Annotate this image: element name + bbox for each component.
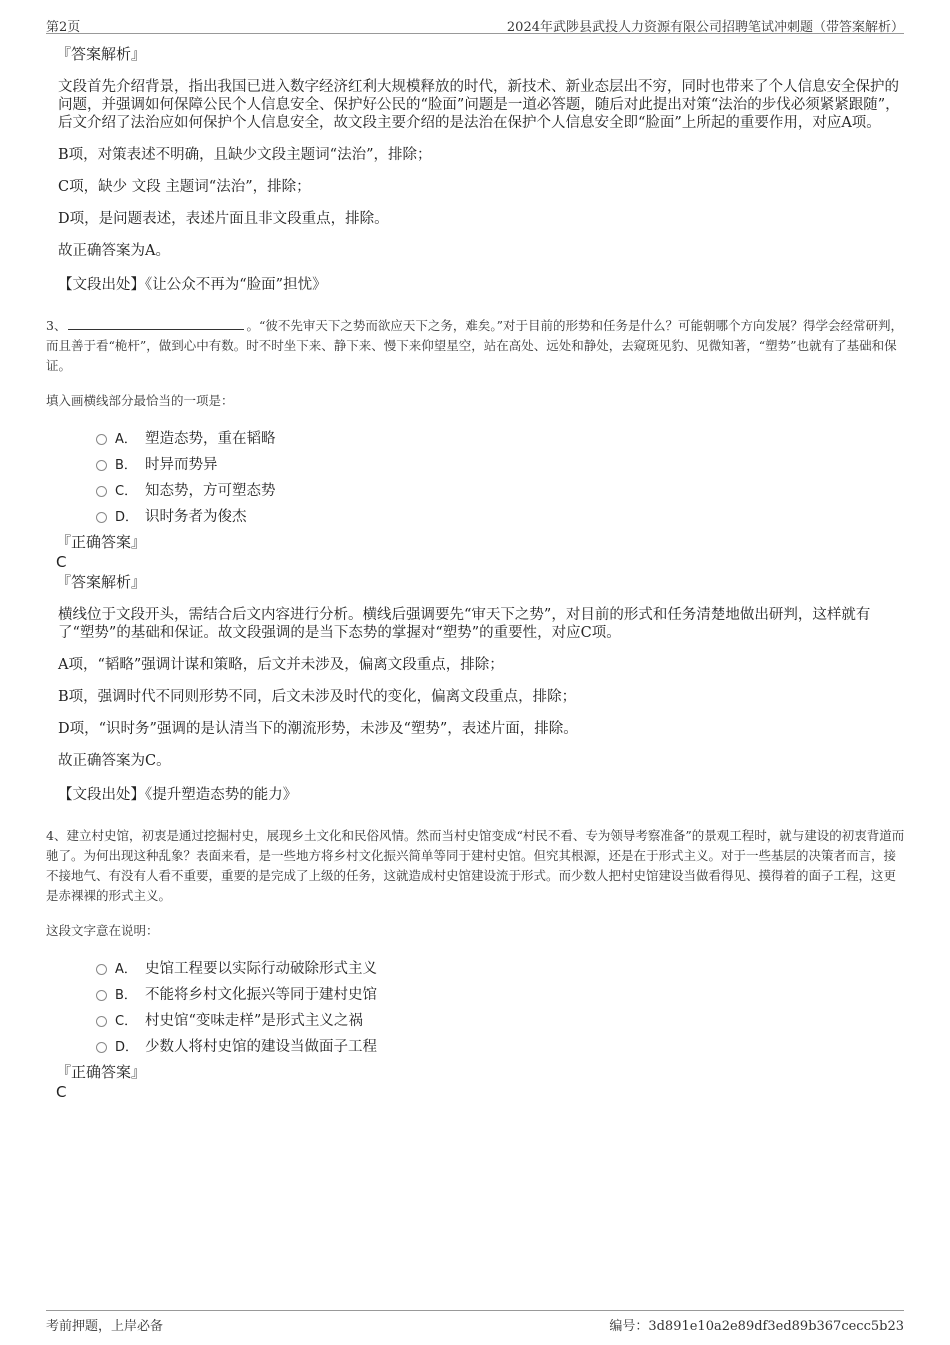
document-code: 编号：3d891e10a2e89df3ed89b367cecc5b23 — [609, 1319, 904, 1334]
page-content — [46, 44, 906, 1102]
radio-icon[interactable] — [96, 1042, 107, 1053]
analysis-paragraph: 文段首先介绍背景，指出我国已进入数字经济红利大规模释放的时代，新技术、新业态层出不穷，同时也带来了个人信息安全保护的问题，并强调如何保障公民个人信息安全、保护好公民的“脸面”问题是一道必答题，随后对此提出对策“法治的步伐必须紧紧跟随”，后文介绍了法治应如何保护个人信息安全，故文段主要介绍的是法治在保护个人信息安全即“脸面”上所起的重要作用，对应A项。 — [58, 79, 900, 131]
radio-icon[interactable] — [96, 964, 107, 975]
radio-icon[interactable] — [96, 512, 107, 523]
options-list — [96, 954, 906, 1058]
option-b[interactable]: B． 不能将乡村文化振兴等同于建村史馆 — [96, 980, 906, 1006]
correct-answer-label: 『正确答案』 — [56, 533, 147, 551]
passage-source: 【文段出处】《提升塑造态势的能力》 — [58, 787, 298, 803]
analysis-paragraph: A项，“韬略”强调计谋和策略，后文并未涉及，偏离文段重点，排除； — [58, 657, 504, 673]
page-header — [46, 14, 904, 34]
radio-icon[interactable] — [96, 486, 107, 497]
analysis-paragraph: 横线位于文段开头，需结合后文内容进行分析。横线后强调要先“审天下之势”，对目前的形式和任务清楚地做出研判，这样就有了“塑势”的基础和保证。故文段强调的是当下态势的掌握对“塑势”的重要性，对应C项。 — [58, 607, 871, 641]
passage-source: 【文段出处】《让公众不再为“脸面”担忧》 — [58, 277, 327, 293]
fill-in-blank — [68, 318, 244, 330]
analysis-paragraph: D项，“识时务”强调的是认清当下的潮流形势，未涉及“塑势”，表述片面，排除。 — [58, 721, 578, 737]
analysis-paragraph: D项，是问题表述，表述片面且非文段重点，排除。 — [58, 211, 389, 227]
question-number: 3、 — [46, 318, 67, 333]
correct-answer: C — [56, 1083, 67, 1101]
options-list — [96, 424, 906, 528]
question-prompt: 填入画横线部分最恰当的一项是： — [46, 393, 234, 408]
option-d[interactable]: D． 识时务者为俊杰 — [96, 502, 906, 528]
page-number: 第2页 — [46, 20, 81, 35]
analysis-paragraph: 故正确答案为A。 — [58, 243, 170, 259]
radio-icon[interactable] — [96, 460, 107, 471]
question-4: 4、建立村史馆，初衷是通过挖掘村史，展现乡土文化和民俗风情。然而当村史馆变成“村民不看、专为领导考察准备”的景观工程时，就与建设的初衷背道而驰了。为何出现这种乱象？表面来看，是一些地方将乡村文化振兴简单等同于建村史馆。但究其根源，还是在于形式主义。对于一些基层的决策者而言，接不接地气、有没有人看不重要，重要的是完成了上级的任务，这就造成村史馆建设流于形式。而少数人把村史馆建设当做看得见、摸得着的面子工程，这更是赤裸裸的形式主义。 — [46, 828, 905, 903]
analysis-label: 『答案解析』 — [56, 573, 147, 591]
question-text: 。“彼不先审天下之势而欲应天下之务，难矣。”对于目前的形势和任务是什么？可能朝哪个方向发展？得学会经常研判，而且善于看“桅杆”，做到心中有数。时不时坐下来、静下来、慢下来仰望星空，站在高处、远处和静处，去窥斑见豹、见微知著，“塑势”也就有了基础和保证。 — [46, 318, 903, 373]
option-c[interactable]: C． 知态势，方可塑态势 — [96, 476, 906, 502]
option-a[interactable]: A． 塑造态势，重在韬略 — [96, 424, 906, 450]
analysis-paragraph: C项，缺少 文段 主题词“法治”，排除； — [58, 179, 311, 195]
analysis-paragraph: B项，强调时代不同则形势不同，后文未涉及时代的变化，偏离文段重点，排除； — [58, 689, 577, 705]
correct-answer: C — [56, 553, 67, 571]
footer-slogan: 考前押题，上岸必备 — [46, 1319, 164, 1334]
radio-icon[interactable] — [96, 990, 107, 1001]
correct-answer-label: 『正确答案』 — [56, 1063, 147, 1081]
radio-icon[interactable] — [96, 1016, 107, 1027]
option-d[interactable]: D． 少数人将村史馆的建设当做面子工程 — [96, 1032, 906, 1058]
question-prompt: 这段文字意在说明： — [46, 923, 159, 938]
option-c[interactable]: C． 村史馆“变味走样”是形式主义之祸 — [96, 1006, 906, 1032]
analysis-paragraph: 故正确答案为C。 — [58, 753, 171, 769]
question-3 — [46, 316, 906, 376]
analysis-label: 『答案解析』 — [56, 45, 147, 63]
analysis-paragraph: B项，对策表述不明确，且缺少文段主题词“法治”，排除； — [58, 147, 432, 163]
option-a[interactable]: A． 史馆工程要以实际行动破除形式主义 — [96, 954, 906, 980]
option-b[interactable]: B． 时异而势异 — [96, 450, 906, 476]
document-title: 2024年武陟县武投人力资源有限公司招聘笔试冲刺题（带答案解析） — [506, 20, 904, 35]
radio-icon[interactable] — [96, 434, 107, 445]
page-footer — [46, 1310, 904, 1332]
